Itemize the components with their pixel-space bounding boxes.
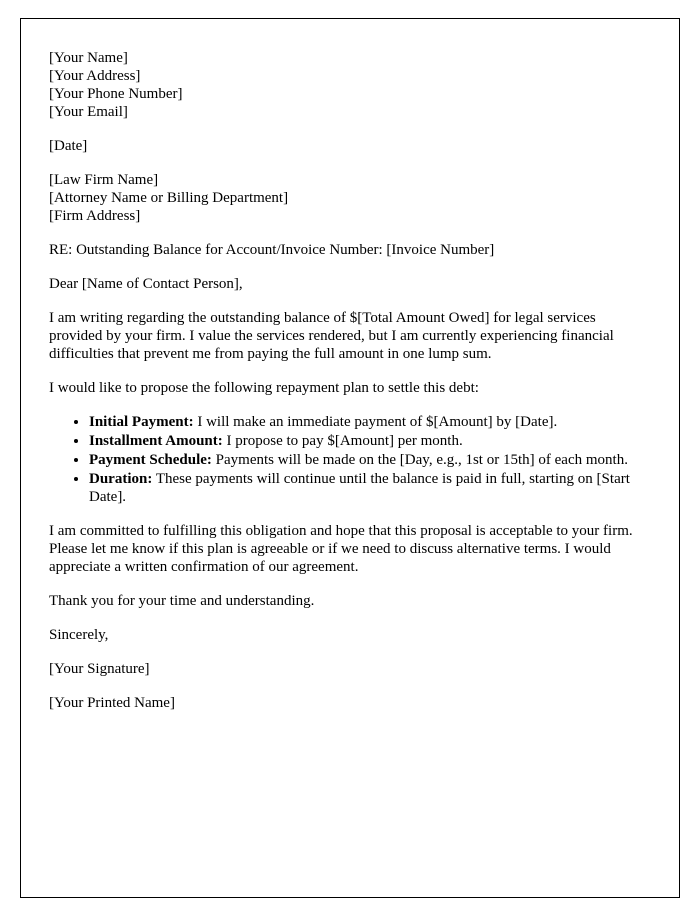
bullet-label: Payment Schedule: bbox=[89, 452, 212, 468]
bullet-label: Duration: bbox=[89, 471, 153, 487]
repayment-list bbox=[49, 413, 651, 506]
recipient-address: [Firm Address] bbox=[49, 208, 141, 224]
recipient-attorney: [Attorney Name or Billing Department] bbox=[49, 190, 289, 206]
body-paragraph-3: I am committed to fulfilling this obligation and hope that this proposal is acceptable to your firm. Please let me know if this plan is agreeable or if we need to discuss alternative terms. I would appreciate a written confirmation of our agreement. bbox=[49, 523, 633, 575]
list-item-payment-schedule bbox=[89, 451, 651, 469]
signature-placeholder: [Your Signature] bbox=[49, 661, 150, 677]
sender-block bbox=[49, 49, 651, 121]
body-paragraph-4: Thank you for your time and understanding. bbox=[49, 593, 315, 609]
letter-page bbox=[20, 18, 680, 898]
recipient-block bbox=[49, 171, 651, 225]
bullet-text: Payments will be made on the [Day, e.g., 1st or 15th] of each month. bbox=[211, 452, 628, 468]
list-item-duration bbox=[89, 470, 651, 506]
list-item-installment-amount bbox=[89, 432, 651, 450]
letter-content bbox=[21, 19, 679, 712]
printed-name: [Your Printed Name] bbox=[49, 695, 175, 711]
body-paragraph-1: I am writing regarding the outstanding balance of $[Total Amount Owed] for legal services provided by your firm. I value the services rendered, but I am currently experiencing financial difficulties that prevent me from paying the full amount in one lump sum. bbox=[49, 310, 614, 362]
date-line: [Date] bbox=[49, 138, 88, 154]
recipient-firm: [Law Firm Name] bbox=[49, 172, 159, 188]
sender-phone: [Your Phone Number] bbox=[49, 86, 183, 102]
salutation: Dear [Name of Contact Person], bbox=[49, 276, 243, 292]
bullet-label: Initial Payment: bbox=[89, 414, 194, 430]
sender-email: [Your Email] bbox=[49, 104, 128, 120]
sender-address: [Your Address] bbox=[49, 68, 141, 84]
list-item-initial-payment bbox=[89, 413, 651, 431]
closing: Sincerely, bbox=[49, 627, 109, 643]
bullet-label: Installment Amount: bbox=[89, 433, 223, 449]
bullet-text: I will make an immediate payment of $[Amount] by [Date]. bbox=[193, 414, 558, 430]
body-paragraph-2: I would like to propose the following repayment plan to settle this debt: bbox=[49, 380, 479, 396]
sender-name: [Your Name] bbox=[49, 50, 128, 66]
bullet-text: I propose to pay $[Amount] per month. bbox=[222, 433, 463, 449]
bullet-text: These payments will continue until the balance is paid in full, starting on [Start Date]. bbox=[89, 471, 630, 505]
subject-line: RE: Outstanding Balance for Account/Invoice Number: [Invoice Number] bbox=[49, 242, 495, 258]
